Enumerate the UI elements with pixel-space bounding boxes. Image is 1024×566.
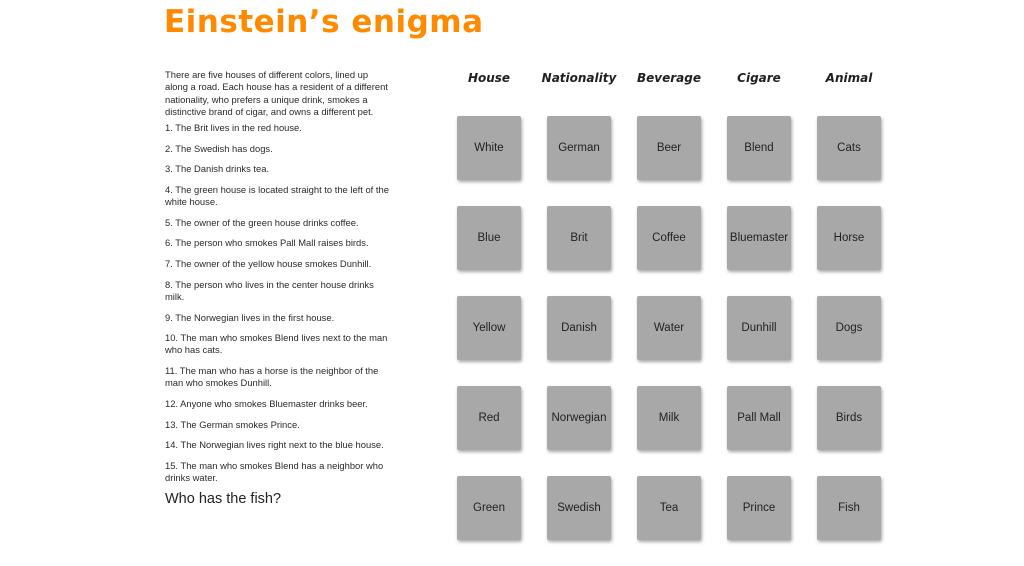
tile-beverage[interactable]: Water: [637, 296, 701, 360]
column-headers: [444, 66, 894, 90]
tile-house[interactable]: Blue: [457, 206, 521, 270]
intro-text: There are five houses of different colors, lined up along a road. Each house has a resident of a different nationality, who prefers a unique drink, smokes a distinctive brand of cigar, and owns a different pet.: [165, 69, 388, 117]
column-header-cigare: Cigare: [737, 71, 781, 85]
tile-beverage[interactable]: Beer: [637, 116, 701, 180]
question-text: Who has the fish?: [165, 490, 282, 507]
column-house: [444, 116, 534, 566]
tile-cigare[interactable]: Bluemaster: [727, 206, 791, 270]
column-animal: [804, 116, 894, 566]
tile-cigare[interactable]: Blend: [727, 116, 791, 180]
tile-beverage[interactable]: Tea: [637, 476, 701, 540]
column-cigare: [714, 116, 804, 566]
clue-item: 13. The German smokes Prince.: [165, 418, 300, 430]
clue-item: 9. The Norwegian lives in the first house.: [165, 311, 335, 323]
tile-animal[interactable]: Fish: [817, 476, 881, 540]
clue-item: 12. Anyone who smokes Bluemaster drinks beer.: [165, 397, 368, 409]
tile-house[interactable]: Yellow: [457, 296, 521, 360]
tile-beverage[interactable]: Coffee: [637, 206, 701, 270]
tile-beverage[interactable]: Milk: [637, 386, 701, 450]
tile-animal[interactable]: Dogs: [817, 296, 881, 360]
tile-house[interactable]: White: [457, 116, 521, 180]
column-header-animal: Animal: [825, 71, 873, 85]
tile-columns: [444, 116, 894, 566]
answer-grid: [444, 66, 894, 566]
clue-item: 8. The person who lives in the center house drinks milk.: [165, 278, 374, 302]
clue-list: [165, 122, 393, 484]
tile-cigare[interactable]: Pall Mall: [727, 386, 791, 450]
clue-item: 3. The Danish drinks tea.: [165, 163, 270, 175]
tile-nationality[interactable]: Danish: [547, 296, 611, 360]
page-title: Einstein’s enigma: [164, 4, 484, 40]
clue-item: 7. The owner of the yellow house smokes Dunhill.: [165, 258, 372, 270]
puzzle-description: [165, 69, 393, 505]
column-header-nationality: Nationality: [541, 71, 617, 85]
column-nationality: [534, 116, 624, 566]
tile-nationality[interactable]: German: [547, 116, 611, 180]
clue-item: 10. The man who smokes Blend lives next to the man who has cats.: [165, 332, 388, 356]
clue-item: 1. The Brit lives in the red house.: [165, 122, 302, 134]
clue-item: 14. The Norwegian lives right next to the blue house.: [165, 439, 384, 451]
tile-cigare[interactable]: Prince: [727, 476, 791, 540]
tile-house[interactable]: Red: [457, 386, 521, 450]
clue-item: 4. The green house is located straight to the left of the white house.: [165, 183, 389, 208]
tile-animal[interactable]: Birds: [817, 386, 881, 450]
column-header-beverage: Beverage: [637, 71, 701, 85]
clue-item: 15. The man who smokes Blend has a neighbor who drinks water.: [165, 459, 384, 483]
tile-animal[interactable]: Horse: [817, 206, 881, 270]
clue-item: 6. The person who smokes Pall Mall raises birds.: [165, 237, 369, 249]
tile-nationality[interactable]: Norwegian: [547, 386, 611, 450]
column-beverage: [624, 116, 714, 566]
tile-animal[interactable]: Cats: [817, 116, 881, 180]
tile-nationality[interactable]: Swedish: [547, 476, 611, 540]
clue-item: 5. The owner of the green house drinks coffee.: [165, 216, 359, 228]
clue-item: 11. The man who has a horse is the neighbor of the man who smokes Dunhill.: [165, 365, 379, 389]
column-header-house: House: [467, 71, 511, 85]
tile-house[interactable]: Green: [457, 476, 521, 540]
tile-nationality[interactable]: Brit: [547, 206, 611, 270]
clue-item: 2. The Swedish has dogs.: [165, 142, 273, 154]
tile-cigare[interactable]: Dunhill: [727, 296, 791, 360]
